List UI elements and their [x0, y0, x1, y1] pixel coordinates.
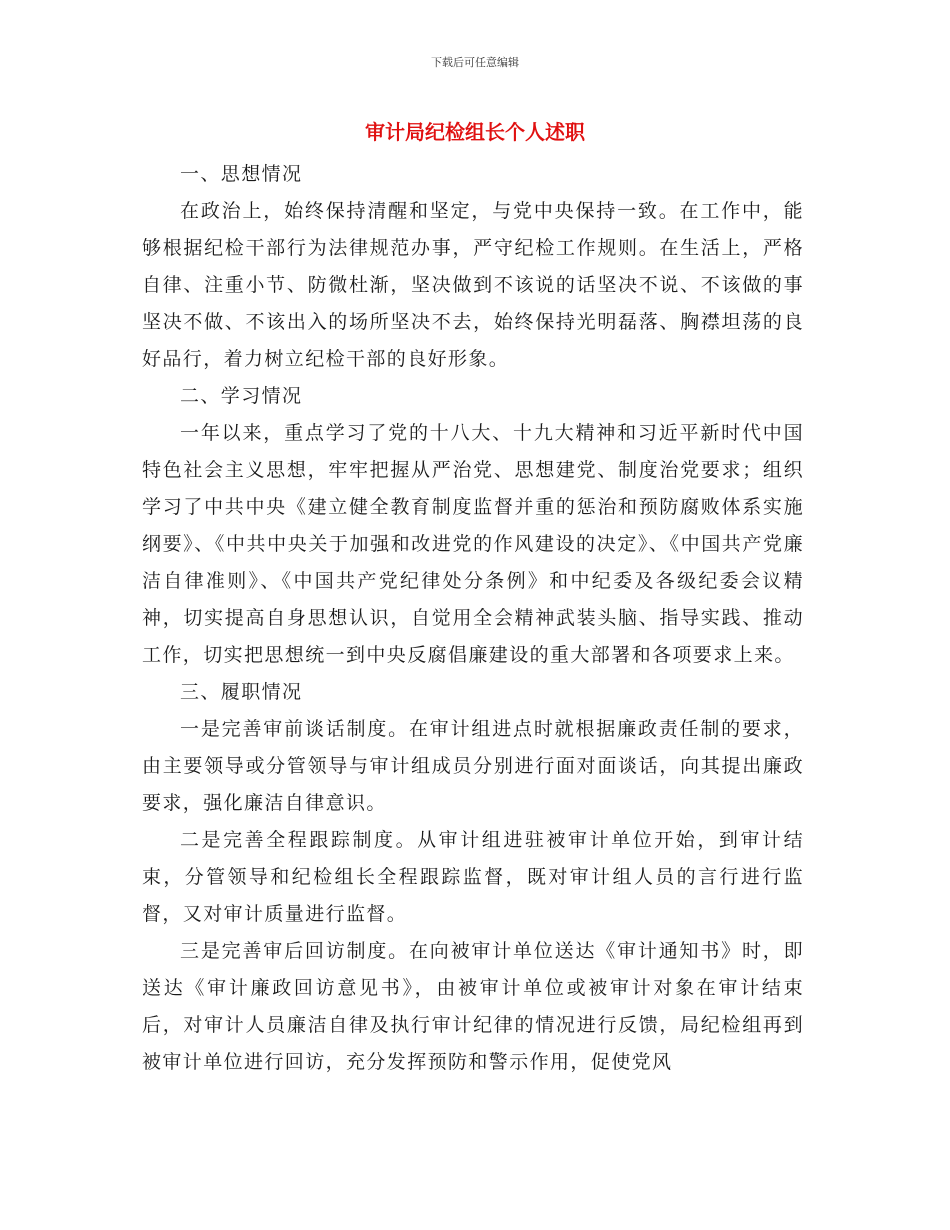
section-paragraph: 二是完善全程跟踪制度。从审计组进驻被审计单位开始，到审计结束，分管领导和纪检组长全程跟踪监督，既对审计组人员的言行进行监督，又对审计质量进行监督。 [142, 829, 804, 925]
document-title: 审计局纪检组长个人述职 [365, 120, 585, 144]
section-heading-thought: 一、思想情况 [180, 163, 303, 185]
section-heading-duty: 三、履职情况 [180, 681, 303, 703]
section-paragraph: 一年以来，重点学习了党的十八大、十九大精神和习近平新时代中国特色社会主义思想，牢牢把握从严治党、思想建党、制度治党要求；组织学习了中共中央《建立健全教育制度监督并重的惩治和预防腐败体系实施纲要》、《中共中央关于加强和改进党的作风建设的决定》、《中国共产党廉洁自律准则》、《中国共产党纪律处分条例》和中纪委及各级纪委会议精神，切实提高自身思想认识，自觉用全会精神武装头脑、指导实践、推动工作，切实把思想统一到中央反腐倡廉建设的重大部署和各项要求上来。 [142, 422, 804, 666]
section-paragraph: 一是完善审前谈话制度。在审计组进点时就根据廉政责任制的要求，由主要领导或分管领导与审计组成员分别进行面对面谈话，向其提出廉政要求，强化廉洁自律意识。 [142, 718, 804, 814]
header-note: 下载后可任意编辑 [431, 56, 519, 69]
section-heading-study: 二、学习情况 [180, 385, 303, 407]
section-paragraph: 三是完善审后回访制度。在向被审计单位送达《审计通知书》时，即送达《审计廉政回访意见书》，由被审计单位或被审计对象在审计结束后，对审计人员廉洁自律及执行审计纪律的情况进行反馈，局纪检组再到被审计单位进行回访，充分发挥预防和警示作用，促使党风 [142, 940, 804, 1073]
document-body [142, 156, 804, 1081]
section-paragraph: 在政治上，始终保持清醒和坚定，与党中央保持一致。在工作中，能够根据纪检干部行为法律规范办事，严守纪检工作规则。在生活上，严格自律、注重小节、防微杜渐，坚决做到不该说的话坚决不说、不该做的事坚决不做、不该出入的场所坚决不去，始终保持光明磊落、胸襟坦荡的良好品行，着力树立纪检干部的良好形象。 [142, 200, 804, 370]
